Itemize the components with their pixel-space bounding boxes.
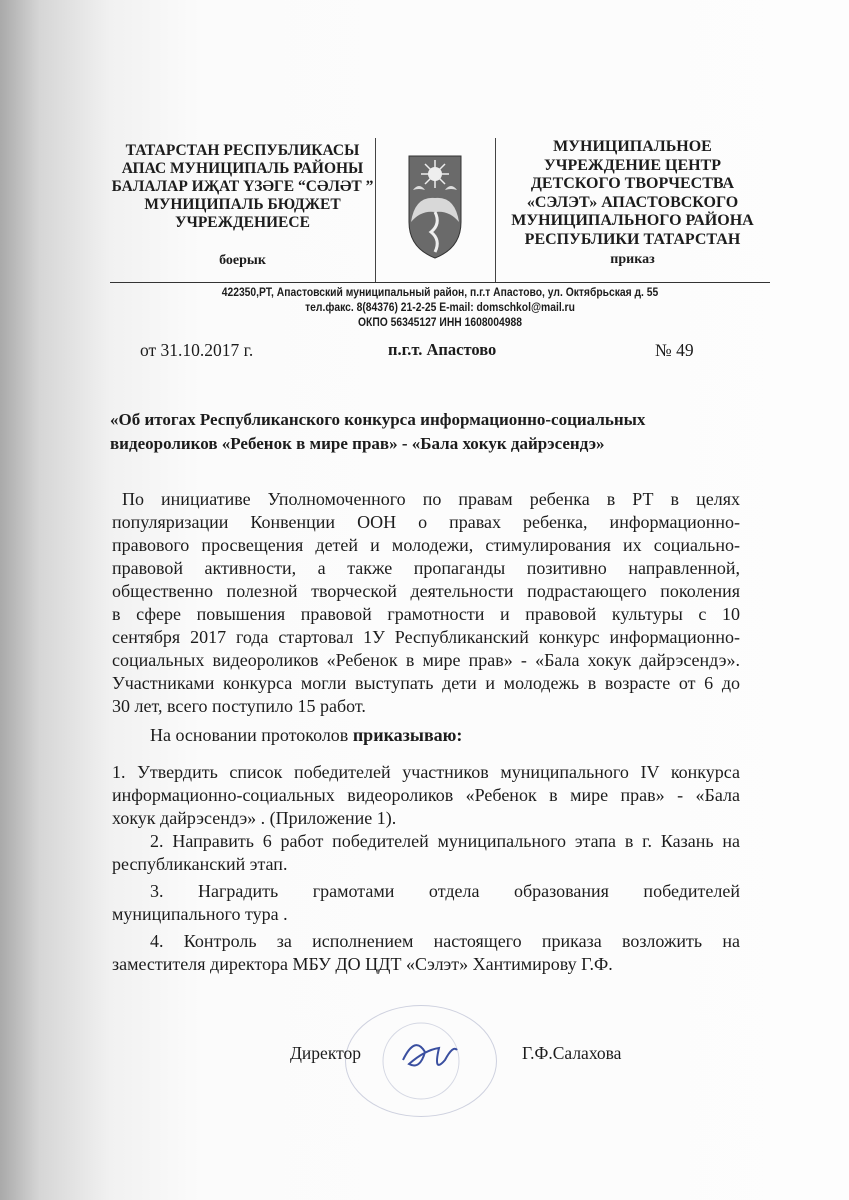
body-line: По инициативе Уполномоченного по правам ребенка в РТ в целях xyxy=(122,489,740,509)
doc-type-tatar: боерык xyxy=(219,253,266,268)
address-line: 422350,РТ, Апастовский муниципальный район, п.г.т Апастово, ул. Октябрьская д. 55 xyxy=(221,285,659,299)
body-line: сентября 2017 года стартовал 1У Республиканский конкурс информационно- xyxy=(112,627,740,647)
order-title-line: видеороликов «Ребенок в мире прав» - «Бала хокук дайрэсендэ» xyxy=(110,434,605,453)
line: БАЛАЛАР ИҖАТ ҮЗӘГЕ “СӘЛӘТ ” xyxy=(111,178,374,195)
item-line: информационно-социальных видеороликов «Ребенок в мире прав» - «Бала xyxy=(112,785,740,805)
order-date: от 31.10.2017 г. xyxy=(140,340,254,360)
line: АПАС МУНИЦИПАЛЬ РАЙОНЫ xyxy=(121,160,364,177)
body-line: популяризации Конвенции ООН о правах ребенка, информационно- xyxy=(112,512,740,532)
order-number: № 49 xyxy=(655,340,694,360)
item-line: хокук дайрэсендэ» . (Приложение 1). xyxy=(112,808,397,828)
coat-of-arms-cell xyxy=(375,138,496,282)
letterhead-tatar xyxy=(110,138,376,282)
letterhead xyxy=(110,138,770,283)
item-line: республиканский этап. xyxy=(112,854,288,874)
item-line: заместителя директора МБУ ДО ЦДТ «Сэлэт» Хантимирову Г.Ф. xyxy=(112,954,613,974)
body-line: Участниками конкурса могли выступать дети и молодежь в возрасте от 6 до xyxy=(112,673,740,693)
item-line: 2. Направить 6 работ победителей муниципального этапа в г. Казань на xyxy=(150,831,740,851)
signature-name: Г.Ф.Салахова xyxy=(522,1043,622,1063)
coat-of-arms-icon xyxy=(405,152,465,262)
item-line: 3. Наградить грамотами отдела образования победителей xyxy=(150,881,740,901)
contact-line: тел.факс. 8(84376) 21-2-25 E-mail: domschkol@mail.ru xyxy=(305,300,575,314)
line: МУНИЦИПАЛЬНОЕ xyxy=(553,138,712,155)
doc-type-russian: приказ xyxy=(610,252,655,267)
signature-role: Директор xyxy=(290,1043,362,1063)
registry-line: ОКПО 56345127 ИНН 1608004988 xyxy=(357,315,523,329)
org-name-russian xyxy=(495,138,770,249)
letterhead-russian xyxy=(495,138,770,282)
line: ДЕТСКОГО ТВОРЧЕСТВА xyxy=(530,175,735,192)
order-title-line: «Об итогах Республиканского конкурса информационно-социальных xyxy=(110,410,646,429)
item-line: 1. Утвердить список победителей участников муниципального IV конкурса xyxy=(112,762,740,782)
order-intro xyxy=(150,724,740,746)
order-intro-text: На основании протоколов xyxy=(150,725,353,745)
line: РЕСПУБЛИКИ ТАТАРСТАН xyxy=(524,230,741,248)
line: УЧРЕЖДЕНИЕСЕ xyxy=(175,214,310,231)
order-word: приказываю: xyxy=(352,725,463,745)
line: ТАТАРСТАН РЕСПУБЛИКАСЫ xyxy=(125,142,360,159)
line: МУНИЦИПАЛЬ БЮДЖЕТ xyxy=(144,196,341,213)
order-place: п.г.т. Апастово xyxy=(388,340,497,359)
body-line: в сфере повышения правовой грамотности и правовой культуры с 10 xyxy=(112,604,740,624)
body-line: 30 лет, всего поступило 15 работ. xyxy=(112,696,366,716)
org-name-tatar xyxy=(110,142,375,232)
line: УЧРЕЖДЕНИЕ ЦЕНТР xyxy=(544,156,721,174)
body-line: общественно полезной творческой деятельности подрастающего поколения xyxy=(112,581,740,601)
body-line: правового просвещения детей и молодежи, стимулирования их социально- xyxy=(112,535,740,555)
line: МУНИЦИПАЛЬНОГО РАЙОНА xyxy=(511,212,754,229)
item-line: муниципального тура . xyxy=(112,904,288,924)
item-line: 4. Контроль за исполнением настоящего приказа возложить на xyxy=(150,931,740,951)
body-line: правовой активности, а также пропаганды позитивно направленной, xyxy=(112,558,740,578)
line: «СЭЛЭТ» АПАСТОВСКОГО xyxy=(526,193,739,211)
body-line: социальных видеороликов «Ребенок в мире прав» - «Бала хокук дайрэсендэ». xyxy=(112,650,740,670)
signature-icon xyxy=(395,1030,465,1080)
